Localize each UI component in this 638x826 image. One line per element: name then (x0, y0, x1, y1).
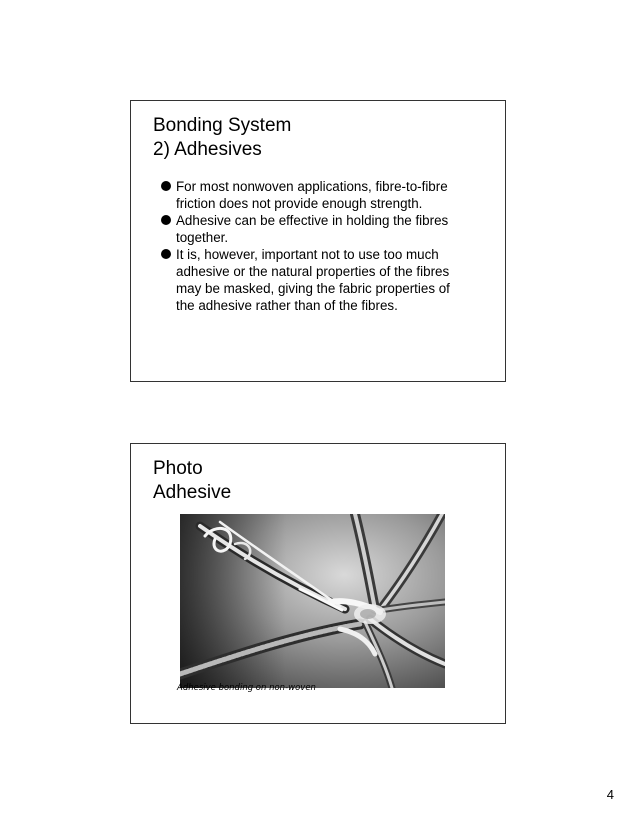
slide-title (153, 457, 231, 505)
slide-title (153, 114, 291, 162)
bullet-dot-icon (161, 215, 171, 225)
bullet-dot-icon (161, 181, 171, 191)
slide-title-line-1: Photo (153, 458, 203, 479)
bullet-text: Adhesive can be effective in holding the fibres together. (176, 213, 449, 245)
photo-caption: Adhesive bonding on non-woven (177, 683, 316, 693)
adhesive-bonding-photo (180, 514, 445, 688)
slide-title-line-2: 2) Adhesives (153, 139, 262, 160)
bullet-text: For most nonwoven applications, fibre-to-fibre friction does not provide enough strength. (176, 179, 448, 211)
slide-title-line-1: Bonding System (153, 115, 292, 136)
slide-photo-adhesive (130, 443, 506, 724)
slide-bonding-system (130, 100, 506, 382)
page-number: 4 (606, 787, 614, 802)
bullet-text: It is, however, important not to use too much adhesive or the natural properties of the fibres may be masked, giving the fabric properties of the adhesive rather than of the fibres. (176, 247, 450, 313)
bullet-item (161, 212, 471, 246)
bullet-dot-icon (161, 249, 171, 259)
slide-title-line-2: Adhesive (153, 482, 232, 503)
bullet-list (161, 178, 471, 314)
bullet-item (161, 178, 471, 212)
bullet-item (161, 246, 471, 314)
